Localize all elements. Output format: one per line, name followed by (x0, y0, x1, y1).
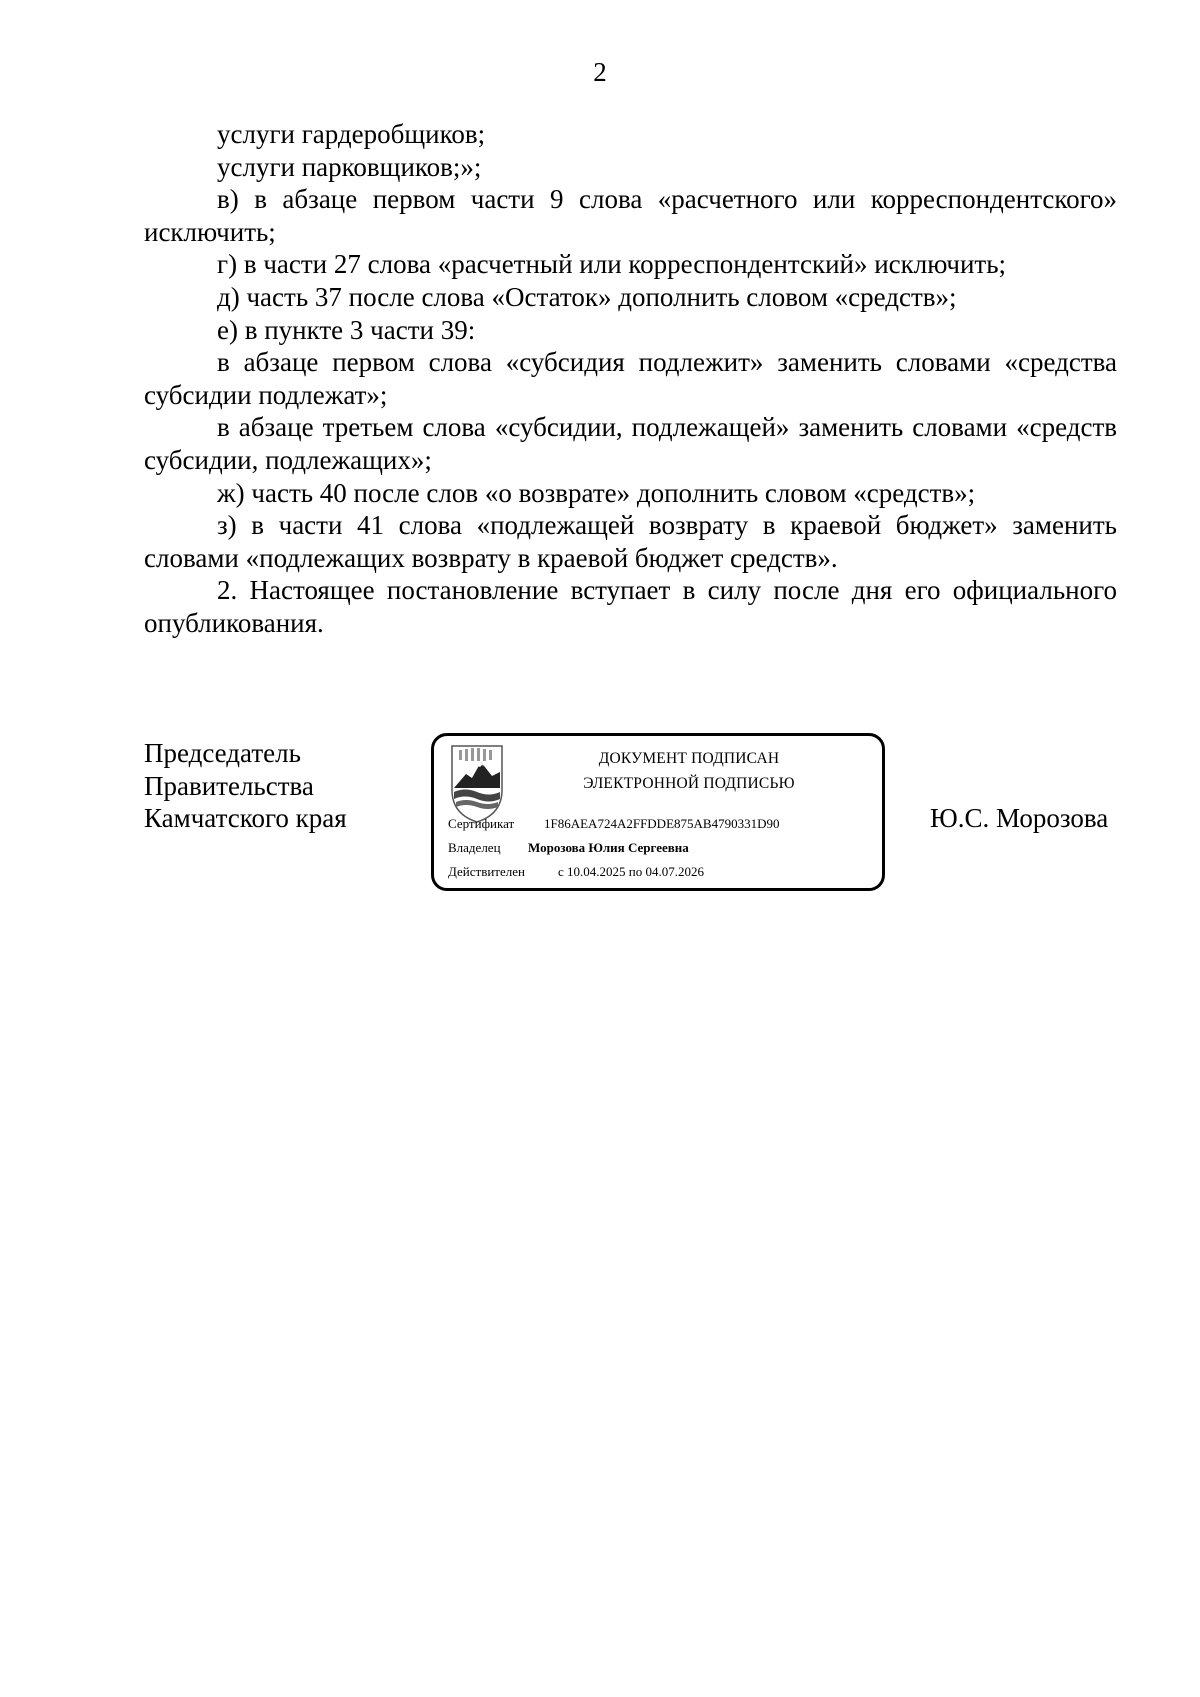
paragraph: в) в абзаце первом части 9 слова «расчетного или корреспондентского» исключить; (144, 184, 1117, 247)
owner-label: Владелец (448, 840, 501, 855)
coat-of-arms-icon (448, 744, 506, 824)
paragraph: д) часть 37 после слова «Остаток» дополнить словом «средств»; (217, 281, 957, 312)
paragraph: ж) часть 40 после слов «о возврате» дополнить словом «средств»; (217, 477, 976, 508)
paragraph: г) в части 27 слова «расчетный или корреспондентский» исключить; (217, 249, 1007, 280)
electronic-signature-stamp (431, 733, 885, 891)
paragraph: в абзаце первом слова «субсидия подлежит» заменить словами «средства субсидии подлежат»; (144, 347, 1117, 410)
signatory-name: Ю.С. Морозова (930, 803, 1109, 833)
certificate-value: 1F86AEA724A2FFDDE875AB4790331D90 (544, 816, 780, 831)
stamp-heading (524, 746, 854, 796)
signatory-title-line: Правительства (144, 770, 314, 801)
certificate-label: Сертификат (448, 816, 515, 831)
signatory-title (144, 737, 347, 835)
valid-from: 10.04.2025 (567, 864, 626, 879)
stamp-validity-row (448, 864, 704, 880)
page-number: 2 (593, 57, 607, 87)
stamp-owner-row (448, 840, 689, 856)
paragraph: в абзаце третьем слова «субсидии, подлежащей» заменить словами «средств субсидии, подлежащих»; (144, 412, 1117, 475)
stamp-heading-line: ДОКУМЕНТ ПОДПИСАН (598, 750, 780, 767)
valid-to: 04.07.2026 (645, 864, 704, 879)
signatory-title-line: Камчатского края (144, 803, 347, 833)
valid-from-prefix: с (558, 864, 564, 879)
stamp-certificate-row (448, 816, 779, 832)
valid-to-prefix: по (628, 864, 643, 879)
signatory-title-line: Председатель (144, 738, 301, 768)
paragraph: услуги парковщиков;»; (217, 151, 482, 182)
paragraph: з) в части 41 слова «подлежащей возврату в краевой бюджет» заменить словами «подлежащих возврату в краевой бюджет средств». (144, 510, 1117, 573)
paragraph: е) в пункте 3 части 39: (217, 314, 476, 345)
owner-value: Морозова Юлия Сергеевна (528, 840, 689, 855)
stamp-heading-line: ЭЛЕКТРОННОЙ ПОДПИСЬЮ (583, 775, 795, 792)
paragraph: услуги гардеробщиков; (217, 119, 486, 149)
valid-label: Действителен (448, 864, 525, 879)
paragraph: 2. Настоящее постановление вступает в силу после дня его официального опубликования. (144, 575, 1117, 638)
document-body (144, 118, 1117, 640)
